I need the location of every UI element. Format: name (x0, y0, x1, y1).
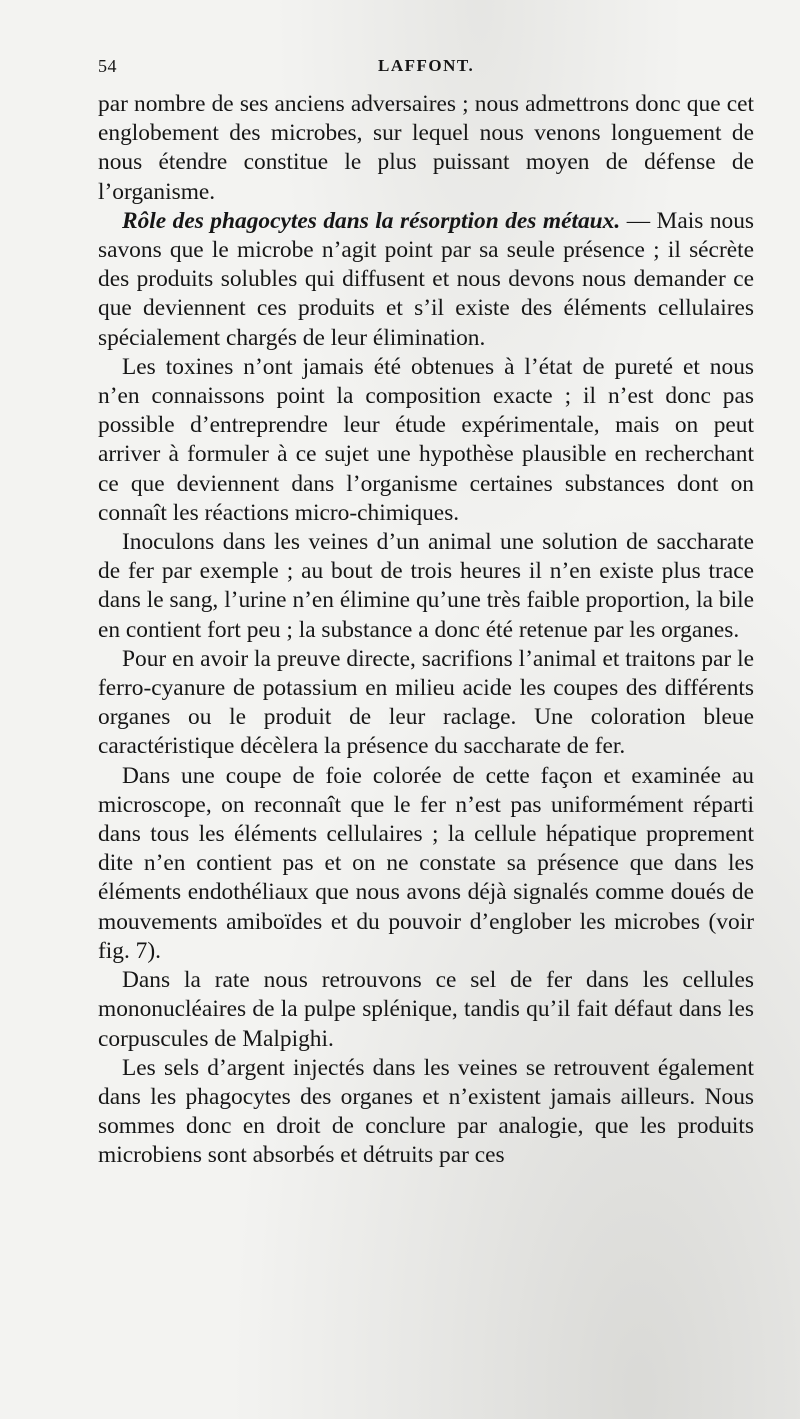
paragraph-continued (98, 90, 754, 207)
running-title: LAFFONT. (378, 56, 475, 75)
body-text (98, 90, 754, 1171)
paragraph (98, 966, 754, 1054)
section-heading: Rôle des phagocytes dans la résorption des métaux. (122, 207, 621, 234)
paragraph-text: Pour en avoir la preuve directe, sacrifions l’animal et traitons par le ferro-cyanure de potassium en milieu acide les coupes des différents organes ou le produit de leur raclage. Une coloration bleue caractéristique décèlera la présence du saccharate de fer. (98, 645, 754, 760)
paragraph-text: par nombre de ses anciens adversaires ; nous admettrons donc que cet englobement des microbes, sur lequel nous venons longuement de nous étendre constitue le plus puissant moyen de défense de l’organisme. (98, 91, 754, 205)
page-number: 54 (98, 56, 117, 76)
paragraph (98, 1054, 754, 1171)
paragraph (98, 762, 754, 966)
running-header (98, 56, 746, 80)
paragraph-text: — Mais nous savons que le microbe n’agit point par sa seule présence ; il sécrète des produits solubles qui diffusent et nous devons nous demander ce que deviennent ces produits et s’il existe des éléments cellulaires spécialement chargés de leur élimination. (98, 207, 755, 351)
paragraph-section-start (98, 207, 754, 353)
paragraph-text: Inoculons dans les veines d’un animal une solution de saccharate de fer par exemple ; au bout de trois heures il n’en existe plus trace dans le sang, l’urine n’en élimine qu’une très faible proportion, la bile en contient fort peu ; la substance a donc été retenue par les organes. (98, 529, 754, 643)
paragraph (98, 645, 754, 762)
paragraph-text: Les sels d’argent injectés dans les veines se retrouvent également dans les phagocytes des organes et n’existent jamais ailleurs. Nous sommes donc en droit de conclure par analogie, que les produits microbiens sont absorbés et détruits par ces (98, 1054, 754, 1169)
paragraph-text: Les toxines n’ont jamais été obtenues à l’état de pureté et nous n’en connaissons point la composition exacte ; il n’est donc pas possible d’entreprendre leur étude expérimentale, mais on peut arriver à formuler à ce sujet une hypothèse plausible en recherchant ce que deviennent dans l’organisme certaines substances dont on connaît les réactions micro-chimiques. (98, 353, 754, 526)
paragraph-text: Dans une coupe de foie colorée de cette façon et examinée au microscope, on reconnaît que le fer n’est pas uniformément réparti dans tous les éléments cellulaires ; la cellule hépatique proprement dite n’en contient pas et on ne constate sa présence que dans les éléments endothéliaux que nous avons déjà signalés comme doués de mouvements amiboïdes et du pouvoir d’englober les microbes (voir fig. 7). (98, 762, 754, 964)
paragraph (98, 353, 754, 528)
paragraph (98, 528, 754, 645)
paragraph-text: Dans la rate nous retrouvons ce sel de fer dans les cellules mononucléaires de la pulpe splénique, tandis qu’il fait défaut dans les corpuscules de Malpighi. (98, 967, 754, 1052)
